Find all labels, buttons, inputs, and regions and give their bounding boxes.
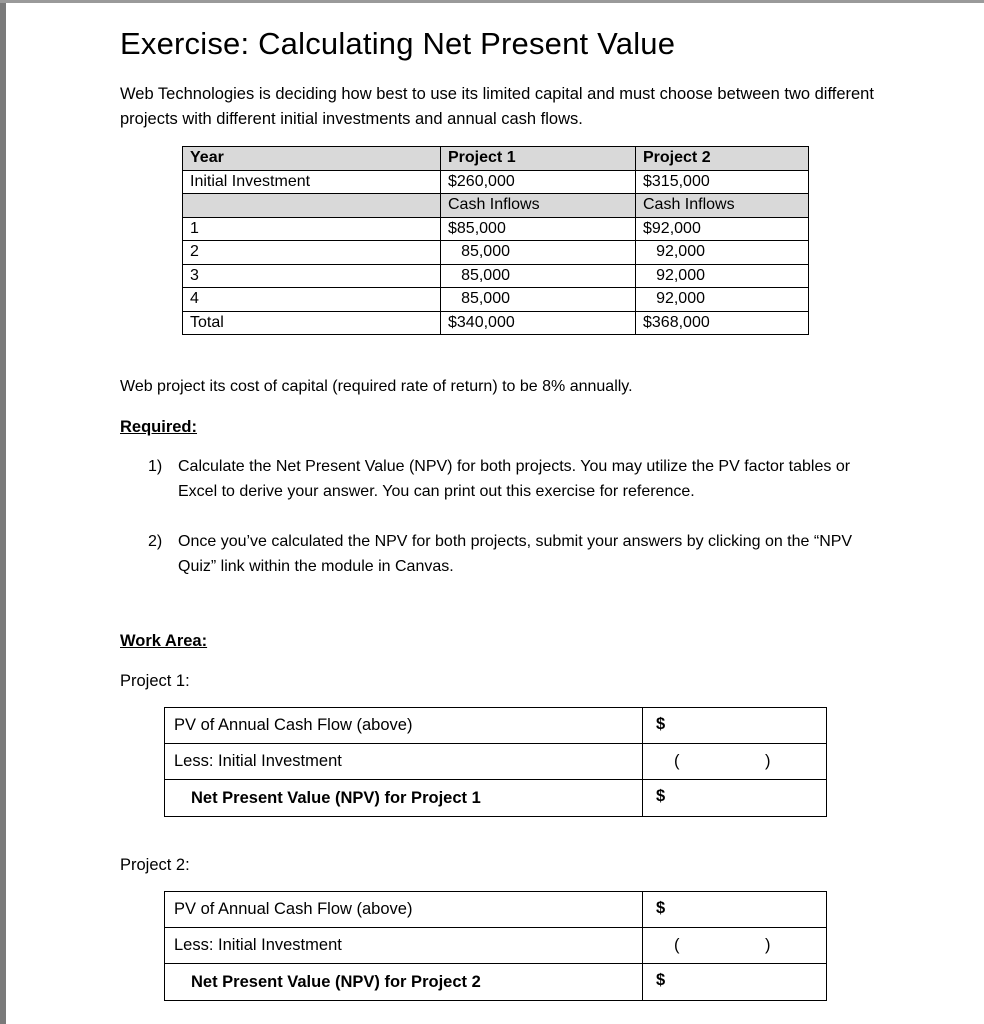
total-label: Total: [183, 311, 441, 335]
left-paren: (: [674, 752, 680, 770]
initial-project-1: $260,000: [441, 170, 636, 194]
table-row-initial: [183, 170, 809, 194]
project-1-cell: $85,000: [441, 217, 636, 241]
project-1-cell: 85,000: [441, 264, 636, 288]
investment-amount-cell[interactable]: [643, 744, 827, 780]
header-year: Year: [183, 147, 441, 171]
npv-amount-cell[interactable]: [643, 780, 827, 817]
year-cell: 3: [183, 264, 441, 288]
initial-project-2: $315,000: [636, 170, 809, 194]
table-header-row: [183, 147, 809, 171]
header-project-2: Project 2: [636, 147, 809, 171]
pv-row: [165, 892, 827, 928]
total-project-2: $368,000: [636, 311, 809, 335]
work-area-heading: Work Area:: [120, 632, 208, 650]
investment-label: Less: Initial Investment: [165, 744, 643, 780]
list-item: [148, 529, 868, 579]
list-item: [148, 454, 868, 504]
intro-paragraph: Web Technologies is deciding how best to use its limited capital and must choose between two different projects with different initial investments and annual cash flows.: [120, 85, 874, 128]
investment-row: [165, 928, 827, 964]
list-number: 1): [148, 458, 163, 475]
viewer-top-edge: [0, 0, 984, 3]
year-cell: 1: [183, 217, 441, 241]
pv-amount-cell[interactable]: [643, 892, 827, 928]
list-number: 2): [148, 533, 163, 550]
left-paren: (: [674, 936, 680, 954]
inflows-blank: [183, 194, 441, 218]
investment-row: [165, 744, 827, 780]
pv-label: PV of Annual Cash Flow (above): [165, 892, 643, 928]
year-cell: 4: [183, 288, 441, 312]
cash-flow-table: [182, 146, 809, 335]
right-paren: ): [765, 936, 771, 954]
project-1-cell: 85,000: [441, 241, 636, 265]
right-paren: ): [765, 752, 771, 770]
required-heading: Required:: [120, 418, 198, 436]
dollar-sign: $: [656, 899, 666, 917]
pv-row: [165, 708, 827, 744]
list-text: Once you’ve calculated the NPV for both projects, submit your answers by clicking on the “NPV Quiz” link within the module in Canvas.: [178, 533, 853, 575]
npv-label: Net Present Value (NPV) for Project 1: [165, 780, 643, 817]
inflows-label-project-2: Cash Inflows: [636, 194, 809, 218]
inflows-label-project-1: Cash Inflows: [441, 194, 636, 218]
dollar-sign: $: [656, 715, 666, 733]
page-title: Exercise: Calculating Net Present Value: [120, 26, 676, 61]
npv-row: [165, 780, 827, 817]
npv-amount-cell[interactable]: [643, 964, 827, 1001]
dollar-sign: $: [656, 971, 666, 989]
project-1-npv-table: [164, 707, 827, 817]
table-row: [183, 217, 809, 241]
project-2-cell: 92,000: [636, 288, 809, 312]
table-row: [183, 288, 809, 312]
initial-label: Initial Investment: [183, 170, 441, 194]
pv-label: PV of Annual Cash Flow (above): [165, 708, 643, 744]
table-row: [183, 264, 809, 288]
header-project-1: Project 1: [441, 147, 636, 171]
project-2-cell: 92,000: [636, 264, 809, 288]
table-row-total: [183, 311, 809, 335]
table-row: [183, 241, 809, 265]
table-row-inflows-header: [183, 194, 809, 218]
project-2-npv-table: [164, 891, 827, 1001]
npv-row: [165, 964, 827, 1001]
year-cell: 2: [183, 241, 441, 265]
npv-label: Net Present Value (NPV) for Project 2: [165, 964, 643, 1001]
project-2-cell: 92,000: [636, 241, 809, 265]
project-1-label: Project 1:: [120, 672, 190, 690]
project-1-cell: 85,000: [441, 288, 636, 312]
investment-label: Less: Initial Investment: [165, 928, 643, 964]
total-project-1: $340,000: [441, 311, 636, 335]
list-text: Calculate the Net Present Value (NPV) for both projects. You may utilize the PV factor tables or Excel to derive your answer. You can print out this exercise for reference.: [178, 458, 851, 500]
investment-amount-cell[interactable]: [643, 928, 827, 964]
project-2-cell: $92,000: [636, 217, 809, 241]
cost-of-capital-note: Web project its cost of capital (required rate of return) to be 8% annually.: [120, 378, 633, 395]
dollar-sign: $: [656, 787, 666, 805]
project-2-label: Project 2:: [120, 856, 190, 874]
viewer-left-edge: [0, 0, 6, 1024]
pv-amount-cell[interactable]: [643, 708, 827, 744]
